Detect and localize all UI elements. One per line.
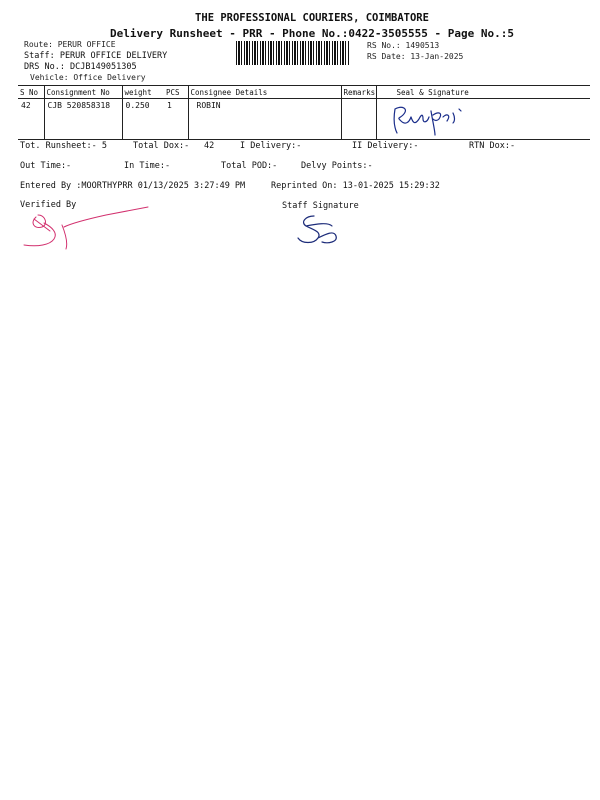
rs-number: RS No.: 1490513	[367, 41, 440, 50]
verified-by-label: Verified By	[20, 200, 77, 210]
delvy-points: Delvy Points:-	[301, 161, 373, 171]
route-text: Route: PERUR OFFICE	[24, 40, 116, 49]
verifier-signature-icon	[16, 205, 156, 255]
cell-sno: 42	[18, 99, 44, 140]
company-title: THE PROFESSIONAL COURIERS, COIMBATORE	[195, 12, 429, 24]
table-header-row	[18, 86, 590, 99]
out-time: Out Time:-	[20, 161, 72, 171]
header-sno: S No	[18, 86, 44, 99]
header-consignee: Consignee Details	[188, 86, 341, 99]
header-seal-signature: Seal & Signature	[376, 86, 590, 99]
ii-delivery: II Delivery:-	[352, 141, 419, 151]
header-consignment: Consignment No	[44, 86, 122, 99]
receiver-signature-icon	[389, 101, 469, 137]
in-time: In Time:-	[124, 161, 171, 171]
cell-remarks	[341, 99, 376, 140]
total-pod: Total POD:-	[221, 161, 278, 171]
cell-consignee: ROBIN	[188, 99, 341, 140]
header-weight: weight	[122, 86, 164, 99]
header-remarks: Remarks	[341, 86, 376, 99]
rtn-dox: RTN Dox:-	[469, 141, 516, 151]
cell-seal-signature	[376, 99, 590, 140]
total-dox-value: 42	[204, 141, 215, 151]
barcode-image	[236, 41, 349, 65]
runsheet-title: Delivery Runsheet - PRR - Phone No.:0422-3505555 - Page No.:5	[110, 27, 514, 40]
header-pcs: PCS	[164, 86, 188, 99]
runsheet-table	[18, 85, 590, 140]
cell-consignment: CJB 520858318	[44, 99, 122, 140]
entered-by: Entered By :MOORTHYPRR 01/13/2025 3:27:49 PM	[20, 181, 246, 191]
staff-text: Staff: PERUR OFFICE DELIVERY	[24, 51, 168, 61]
staff-signature-label: Staff Signature	[282, 201, 359, 211]
cell-weight: 0.250	[122, 99, 164, 140]
vehicle-text: Vehicle: Office Delivery	[30, 73, 146, 82]
i-delivery: I Delivery:-	[240, 141, 302, 151]
tot-runsheet: Tot. Runsheet:- 5	[20, 141, 107, 151]
total-dox-label: Total Dox:-	[133, 141, 190, 151]
cell-pcs: 1	[164, 99, 188, 140]
reprinted-on: Reprinted On: 13-01-2025 15:29:32	[271, 181, 440, 191]
rs-date: RS Date: 13-Jan-2025	[367, 52, 464, 61]
drs-number: DRS No.: DCJB149051305	[24, 62, 137, 72]
table-row	[18, 99, 590, 140]
staff-signature-icon	[292, 212, 352, 248]
